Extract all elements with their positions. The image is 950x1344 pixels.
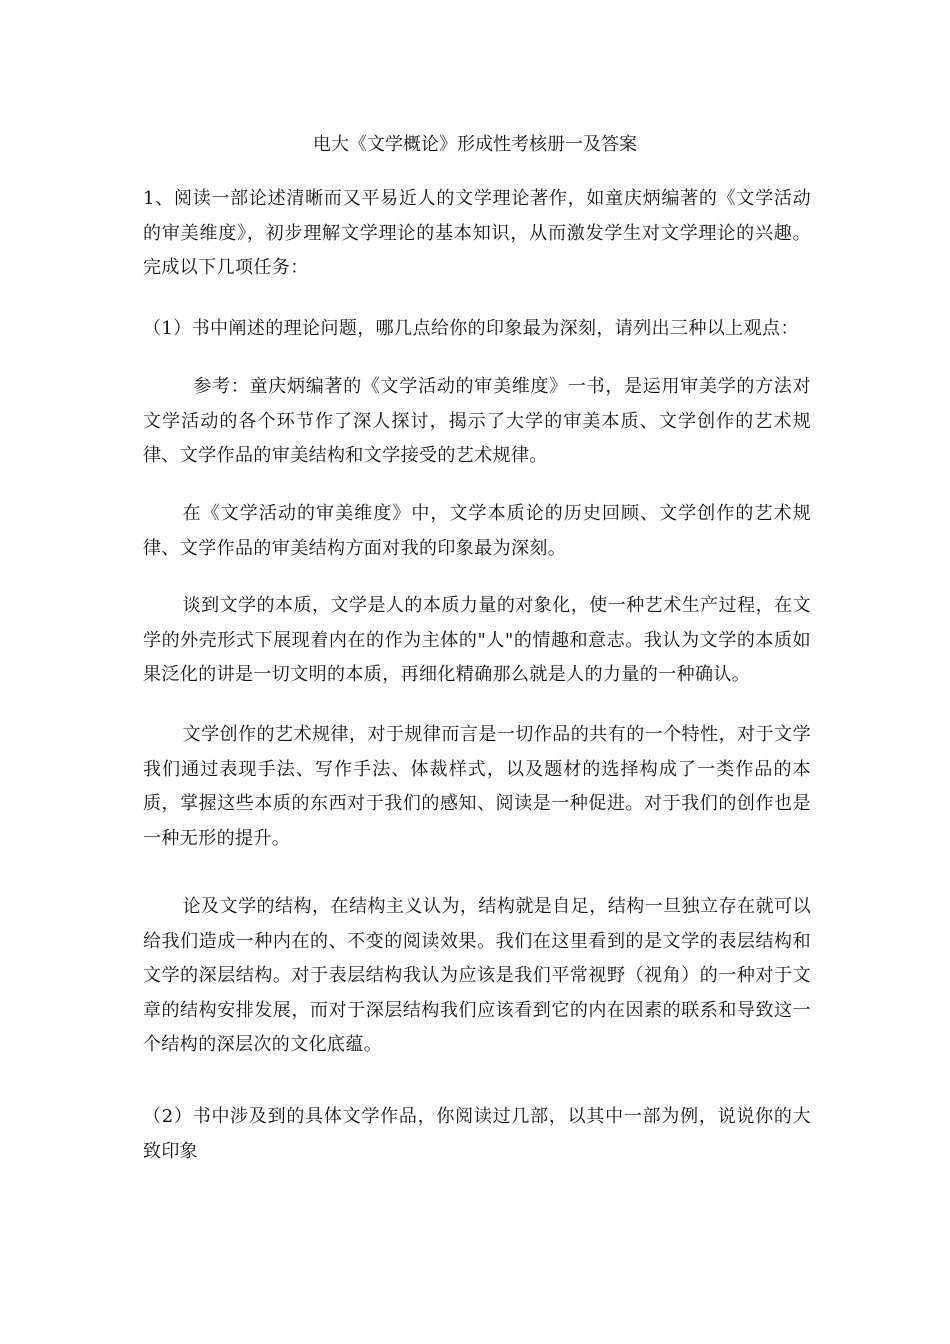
reference-answer-paragraph: 参考：童庆炳编著的《文学活动的审美维度》一书，是运用审美学的方法对文学活动的各个环节作了深人探讨，揭示了大学的审美本质、文学创作的艺术规律、文学作品的审美结构和文学接受的艺术规律。	[143, 376, 811, 466]
answer-paragraph-literary-essence: 谈到文学的本质，文学是人的本质力量的对象化，使一种艺术生产过程，在文学的外壳形式下展现着内在的作为主体的"人"的情趣和意志。我认为文学的本质如果泛化的讲是一切文明的本质，再细化精确那么就是人的力量的一种确认。	[143, 595, 811, 685]
question-1-part-1: （1）书中阐述的理论问题，哪几点给你的印象最为深刻，请列出三种以上观点：	[143, 318, 799, 339]
answer-paragraph-literary-structure: 论及文学的结构，在结构主义认为，结构就是自足，结构一旦独立存在就可以给我们造成一种内在的、不变的阅读效果。我们在这里看到的是文学的表层结构和文学的深层结构。对于表层结构我认为应该是我们平常视野（视角）的一种对于文章的结构安排发展，而对于深层结构我们应该看到它的内在因素的联系和导致这一个结构的深层次的文化底蕴。	[143, 896, 811, 1055]
question-1-part-2: （2）书中涉及到的具体文学作品，你阅读过几部，以其中一部为例，说说你的大致印象	[143, 1106, 811, 1162]
answer-paragraph-creative-laws: 文学创作的艺术规律，对于规律而言是一切作品的共有的一个特性，对于文学我们通过表现手法、写作手法、体裁样式，以及题材的选择构成了一类作品的本质，掌握这些本质的东西对于我们的感知、阅读是一种促进。对于我们的创作也是一种无形的提升。	[143, 724, 811, 849]
question-1-intro: 1、阅读一部论述清晰而又平易近人的文学理论著作，如童庆炳编著的《文学活动的审美维度》，初步理解文学理论的基本知识，从而激发学生对文学理论的兴趣。完成以下几项任务：	[143, 188, 811, 278]
document-title: 电大《文学概论》形成性考核册一及答案	[313, 134, 637, 155]
answer-paragraph-impression: 在《文学活动的审美维度》中，文学本质论的历史回顾、文学创作的艺术规律、文学作品的审美结构方面对我的印象最为深刻。	[143, 503, 811, 559]
